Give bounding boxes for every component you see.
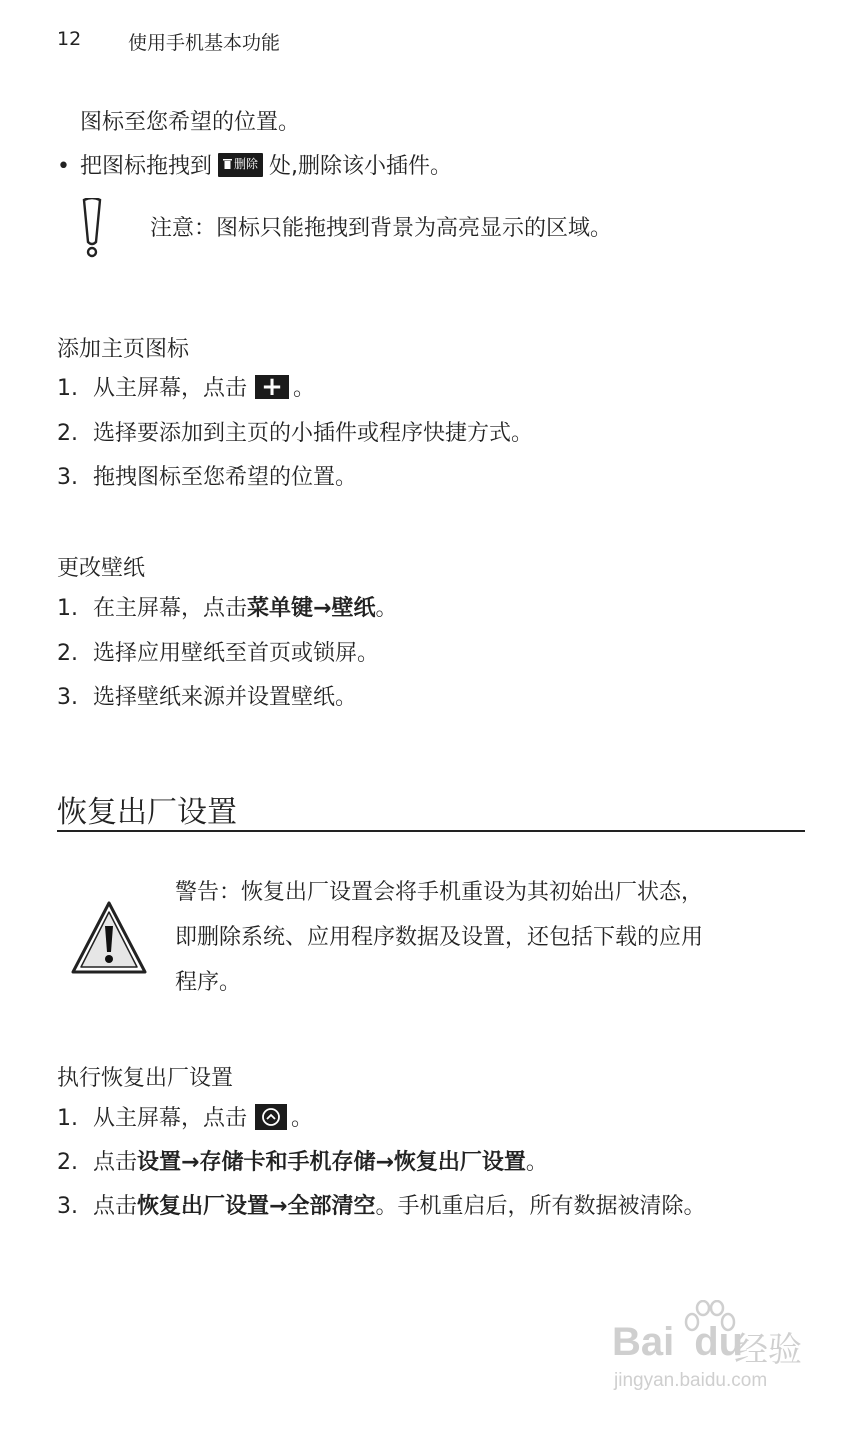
menu-path: 菜单键→壁纸 xyxy=(247,596,376,621)
delete-chip xyxy=(218,153,263,177)
step-text: 在主屏幕，点击 xyxy=(93,596,248,621)
chevron-up-circle-icon xyxy=(255,1104,287,1130)
step-number: 2. xyxy=(57,1150,78,1175)
factory-reset-title: 恢复出厂设置 xyxy=(57,795,237,830)
page-number: 12 xyxy=(57,28,82,50)
step-1 xyxy=(57,1104,313,1134)
step-number: 1. xyxy=(57,1106,78,1131)
step-3 xyxy=(57,463,357,493)
step-text: 拖拽图标至您希望的位置。 xyxy=(93,465,358,490)
step-number: 3. xyxy=(57,1194,78,1219)
step-number: 2. xyxy=(57,421,78,446)
step-2 xyxy=(57,639,379,669)
warning-line: 警告：恢复出厂设置会将手机重设为其初始出厂状态， xyxy=(175,880,704,905)
step-text: 点击 xyxy=(93,1194,138,1219)
bullet-text-after: 处,删除该小插件。 xyxy=(269,154,453,179)
perform-reset-heading: 执行恢复出厂设置 xyxy=(57,1066,234,1091)
chapter-title: 使用手机基本功能 xyxy=(128,32,281,54)
plus-icon: + xyxy=(255,375,289,399)
watermark-url: jingyan.baidu.com xyxy=(614,1370,768,1391)
baidu-logo-text xyxy=(612,1320,743,1365)
bullet-text-before: 把图标拖拽到 xyxy=(80,154,213,179)
section-divider xyxy=(57,830,805,832)
note-text: 注意：图标只能拖拽到背景为高亮显示的区域。 xyxy=(150,216,613,241)
step-1 xyxy=(57,594,397,624)
step-1 xyxy=(57,374,315,404)
step-text: 选择应用壁纸至首页或锁屏。 xyxy=(93,641,380,666)
step-number: 3. xyxy=(57,685,78,710)
step-3 xyxy=(57,683,357,713)
add-home-icon-heading: 添加主页图标 xyxy=(57,337,190,362)
step-text: 从主屏幕，点击 xyxy=(93,1106,248,1131)
warning-line: 即删除系统、应用程序数据及设置，还包括下载的应用 xyxy=(175,925,704,950)
intro-continuation: 图标至您希望的位置。 xyxy=(80,110,301,135)
step-2 xyxy=(57,1148,548,1178)
step-tail: 。 xyxy=(293,376,316,401)
baidu-logo-part: Bai xyxy=(612,1320,675,1364)
exclamation-note-icon xyxy=(80,198,104,260)
delete-chip-label: 删除 xyxy=(234,157,259,171)
step-text: 选择要添加到主页的小插件或程序快捷方式。 xyxy=(93,421,534,446)
step-number: 1. xyxy=(57,376,78,401)
step-3 xyxy=(57,1192,705,1222)
step-text: 点击 xyxy=(93,1150,138,1175)
step-tail: 。 xyxy=(525,1150,548,1175)
step-text: 从主屏幕，点击 xyxy=(93,376,248,401)
step-text: 选择壁纸来源并设置壁纸。 xyxy=(93,685,358,710)
step-2 xyxy=(57,419,533,449)
step-number: 2. xyxy=(57,641,78,666)
warning-text xyxy=(175,870,703,1005)
warning-line: 程序。 xyxy=(175,970,242,995)
trash-icon xyxy=(223,158,232,169)
all-apps-icon xyxy=(255,1104,287,1130)
bullet-dot: • xyxy=(57,154,70,179)
bullet-item xyxy=(57,152,452,182)
menu-path: 设置→存储卡和手机存储→恢复出厂设置 xyxy=(137,1150,526,1175)
jingyan-logo-text: 经验 xyxy=(734,1330,802,1370)
step-tail: 。手机重启后，所有数据被清除。 xyxy=(375,1194,706,1219)
step-tail: 。 xyxy=(375,596,398,621)
step-number: 1. xyxy=(57,596,78,621)
step-tail: 。 xyxy=(291,1106,314,1131)
menu-path: 恢复出厂设置→全部清空 xyxy=(137,1194,376,1219)
step-number: 3. xyxy=(57,465,78,490)
baidu-logo-part: du xyxy=(694,1320,744,1364)
change-wallpaper-heading: 更改壁纸 xyxy=(57,556,146,581)
warning-triangle-icon xyxy=(70,900,148,976)
